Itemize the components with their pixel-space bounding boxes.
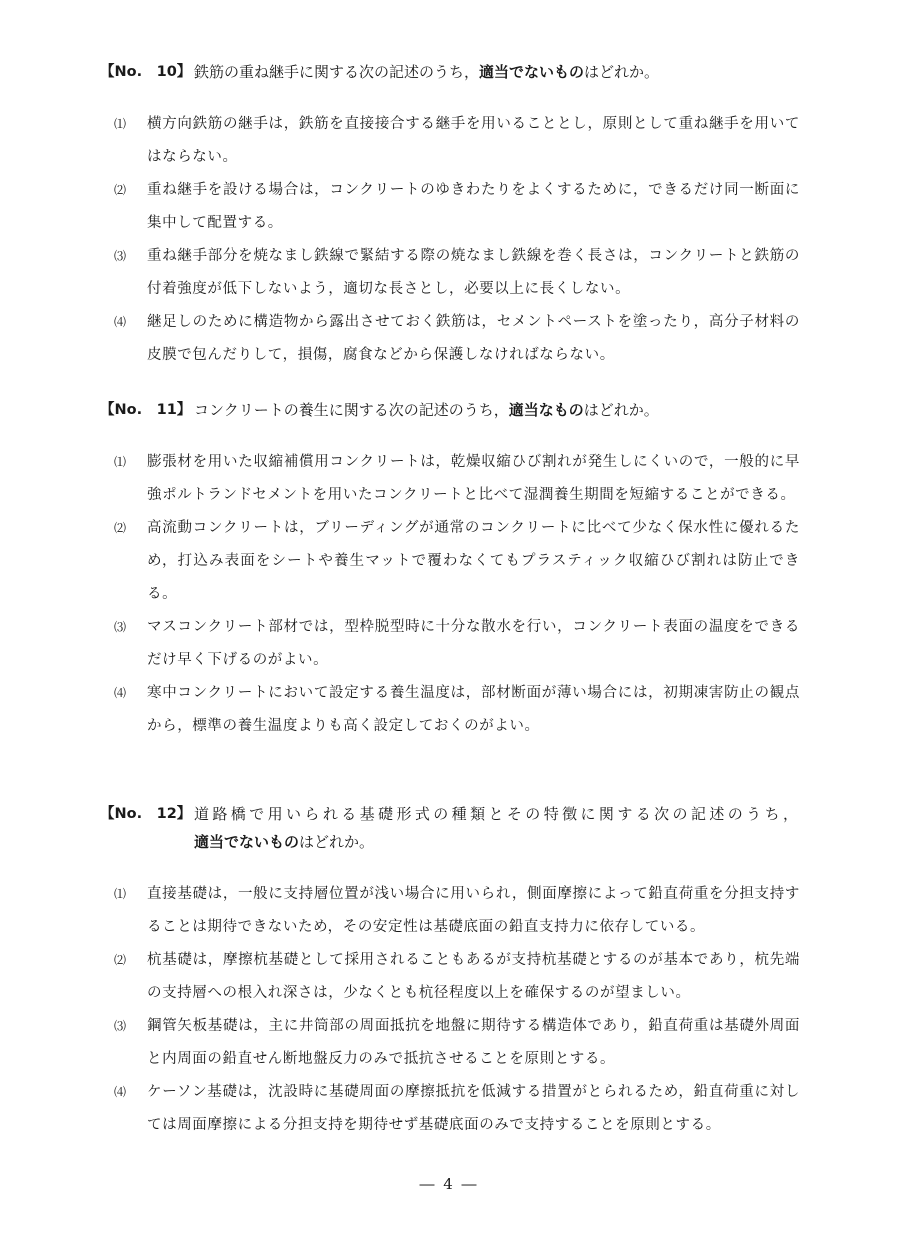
choice-mark: ⑴ (114, 887, 127, 901)
choice-mark: ⑵ (114, 183, 127, 197)
question-text-before: 鉄筋の重ね継手に関する次の記述のうち， (194, 63, 480, 81)
choice-4[interactable] (114, 1076, 800, 1142)
choice-mark: ⑶ (114, 249, 127, 263)
question-emphasis: 適当でないもの (194, 833, 300, 851)
choice-text: 横方向鉄筋の継手は，鉄筋を直接接合する継手を用いることとし，原則として重ね継手を用いてはならない。 (147, 116, 800, 165)
choice-3[interactable] (114, 1010, 800, 1076)
choice-text: 膨張材を用いた収縮補償用コンクリートは，乾燥収縮ひび割れが発生しにくいので，一般的に早強ポルトランドセメントを用いたコンクリートと比べて湿潤養生期間を短縮することができる。 (147, 454, 800, 503)
question-11 (100, 396, 800, 743)
choice-list (100, 878, 800, 1142)
choice-1[interactable] (114, 878, 800, 944)
choice-mark: ⑶ (114, 1019, 127, 1033)
choice-4[interactable] (114, 677, 800, 743)
question-text (194, 800, 800, 856)
choice-text: ケーソン基礎は，沈設時に基礎周面の摩擦抵抗を低減する措置がとられるため，鉛直荷重に対しては周面摩擦による分担支持を期待せず基礎底面のみで支持することを原則とする。 (147, 1084, 800, 1133)
choice-mark: ⑴ (114, 455, 127, 469)
choice-mark: ⑶ (114, 620, 127, 634)
choice-text: マスコンクリート部材では，型枠脱型時に十分な散水を行い，コンクリート表面の温度をできるだけ早く下げるのがよい。 (147, 619, 800, 668)
question-header (100, 58, 800, 86)
choice-text: 高流動コンクリートは，ブリーディングが通常のコンクリートに比べて少なく保水性に優れるため，打込み表面をシートや養生マットで覆わなくてもプラスティック収縮ひび割れは防止できる。 (147, 520, 800, 602)
question-header (100, 396, 800, 424)
choice-3[interactable] (114, 611, 800, 677)
choice-2[interactable] (114, 512, 800, 611)
question-number: 【No. 12】 (100, 806, 192, 822)
page-number: ― 4 ― (419, 1175, 479, 1193)
question-text-after: はどれか。 (299, 833, 375, 851)
choice-text: 継足しのために構造物から露出させておく鉄筋は，セメントペーストを塗ったり，高分子材料の皮膜で包んだりして，損傷，腐食などから保護しなければならない。 (147, 314, 800, 363)
choice-text: 寒中コンクリートにおいて設定する養生温度は，部材断面が薄い場合には，初期凍害防止の観点から，標準の養生温度よりも高く設定しておくのがよい。 (147, 685, 800, 734)
choice-3[interactable] (114, 240, 800, 306)
choice-mark: ⑵ (114, 521, 127, 535)
choice-text: 重ね継手を設ける場合は，コンクリートのゆきわたりをよくするために，できるだけ同一断面に集中して配置する。 (147, 182, 800, 231)
choice-list (100, 108, 800, 372)
question-number: 【No. 10】 (100, 64, 192, 80)
choice-2[interactable] (114, 174, 800, 240)
choice-text: 直接基礎は，一般に支持層位置が浅い場合に用いられ，側面摩擦によって鉛直荷重を分担支持することは期待できないため，その安定性は基礎底面の鉛直支持力に依存している。 (147, 886, 800, 935)
question-text-after: はどれか。 (584, 63, 660, 81)
choice-mark: ⑴ (114, 117, 127, 131)
choice-1[interactable] (114, 446, 800, 512)
choice-mark: ⑵ (114, 953, 127, 967)
choice-text: 鋼管矢板基礎は，主に井筒部の周面抵抗を地盤に期待する構造体であり，鉛直荷重は基礎外周面と内周面の鉛直せん断地盤反力のみで抵抗させることを原則とする。 (147, 1018, 800, 1067)
question-emphasis: 適当なもの (508, 401, 584, 419)
choice-list (100, 446, 800, 743)
question-header (100, 800, 800, 856)
choice-text: 重ね継手部分を焼なまし鉄線で緊結する際の焼なまし鉄線を巻く長さは，コンクリートと鉄筋の付着強度が低下しないよう，適切な長さとし，必要以上に長くしない。 (147, 248, 800, 297)
question-number: 【No. 11】 (100, 402, 192, 418)
choice-mark: ⑷ (114, 686, 127, 700)
choice-mark: ⑷ (114, 315, 127, 329)
question-text (194, 58, 800, 86)
choice-text: 杭基礎は，摩擦杭基礎として採用されることもあるが支持杭基礎とするのが基本であり，杭先端の支持層への根入れ深さは，少なくとも杭径程度以上を確保するのが望ましい。 (147, 952, 800, 1001)
question-10 (100, 58, 800, 372)
choice-4[interactable] (114, 306, 800, 372)
question-text (194, 396, 800, 424)
choice-1[interactable] (114, 108, 800, 174)
question-emphasis: 適当でないもの (479, 63, 585, 81)
question-12 (100, 800, 800, 1142)
question-text-before: コンクリートの養生に関する次の記述のうち， (194, 401, 509, 419)
choice-2[interactable] (114, 944, 800, 1010)
choice-mark: ⑷ (114, 1085, 127, 1099)
question-text-before: 道路橋で用いられる基礎形式の種類とその特徴に関する次の記述のうち， (194, 805, 800, 823)
question-text-after: はどれか。 (583, 401, 659, 419)
